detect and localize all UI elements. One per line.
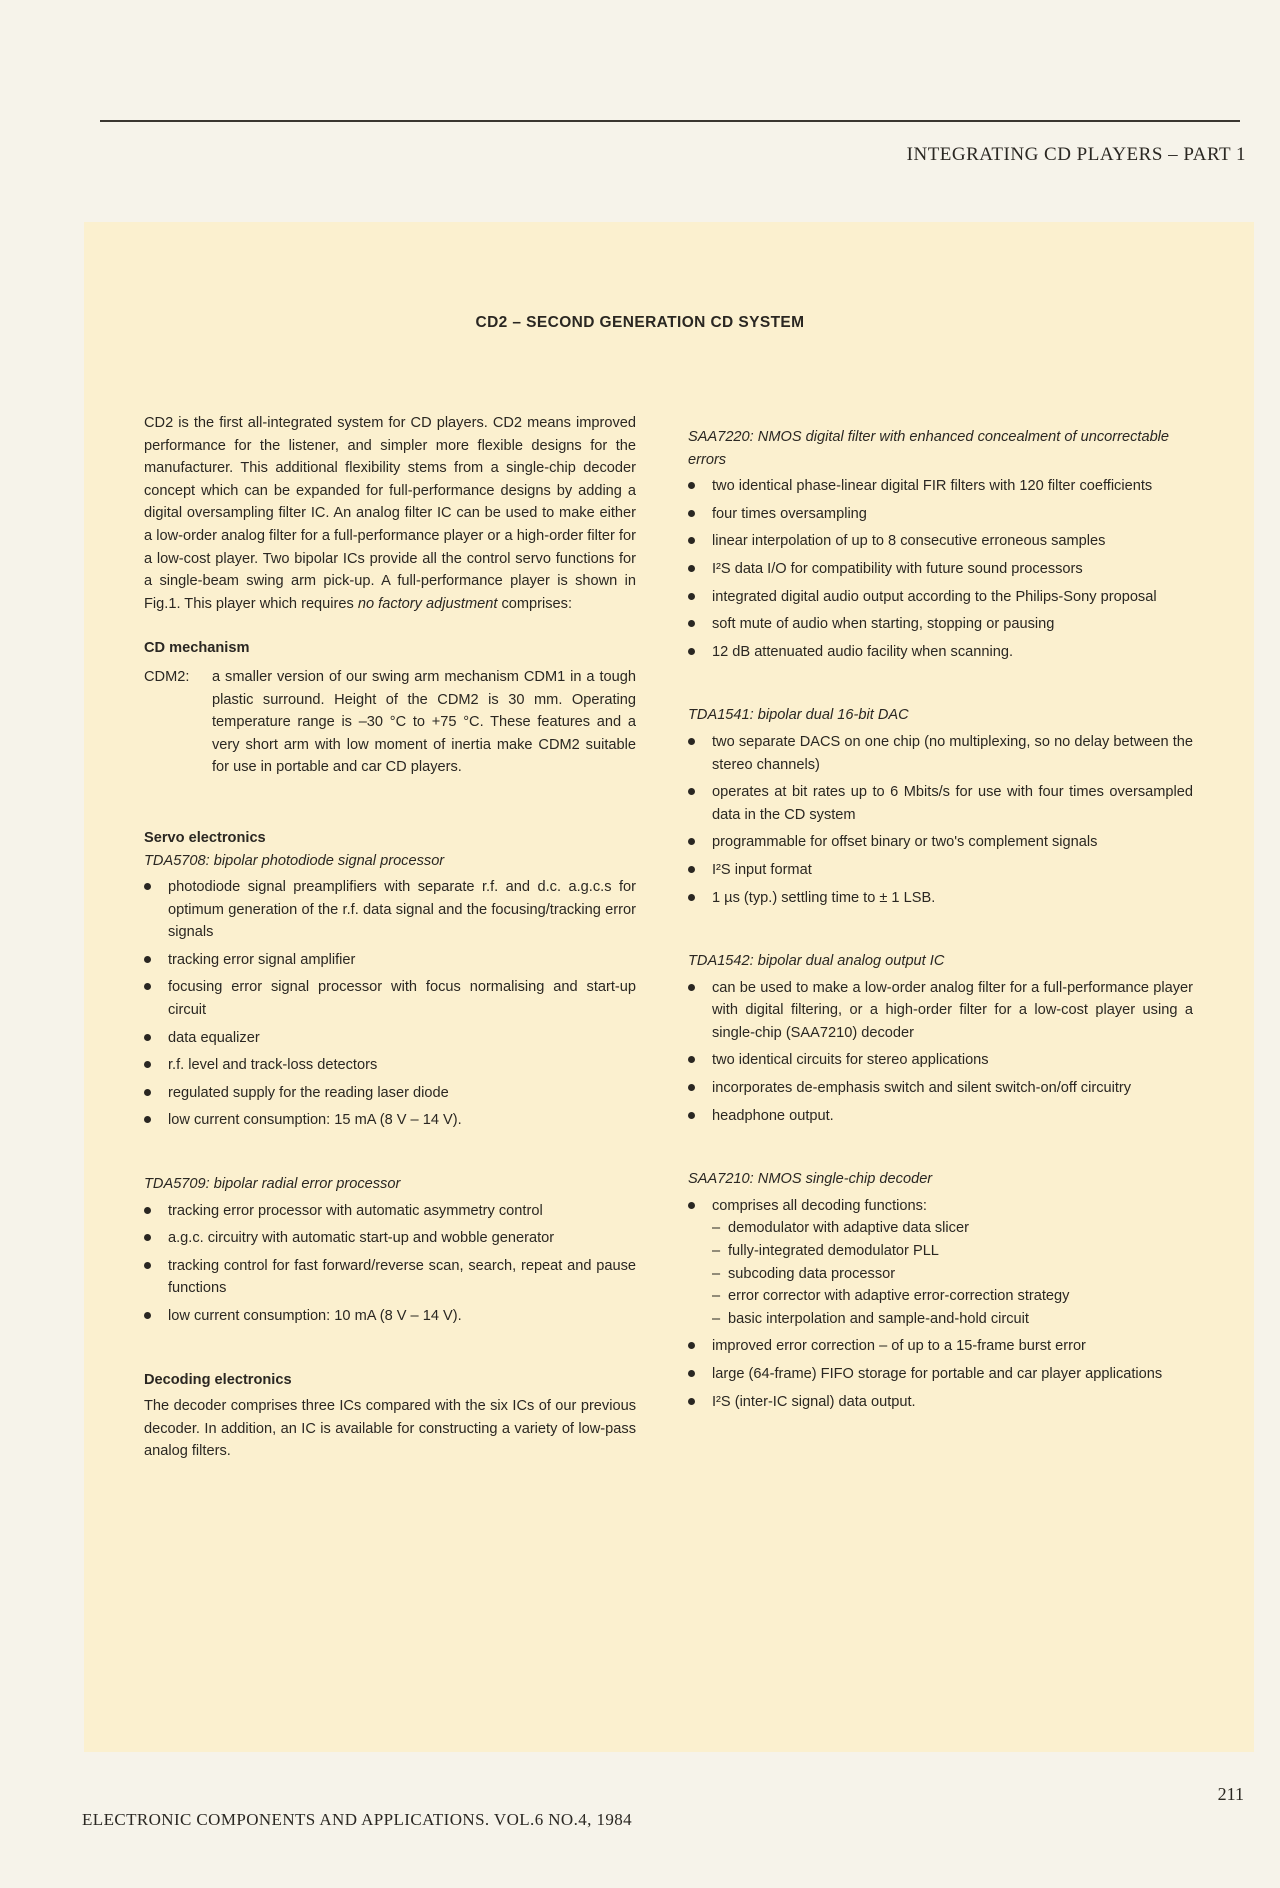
list-item: focusing error signal processor with focus normalising and start-up circuit xyxy=(144,976,636,1021)
list-item: two separate DACS on one chip (no multiplexing, so no delay between the stereo channels) xyxy=(688,731,1193,776)
list-item: I²S (inter-IC signal) data output. xyxy=(688,1391,1193,1414)
saa7210-sublist xyxy=(688,1217,1193,1330)
tda1541-list xyxy=(688,731,1193,909)
list-item: 1 µs (typ.) settling time to ± 1 LSB. xyxy=(688,887,1193,910)
page-number: 211 xyxy=(1217,1784,1244,1804)
cdm2-text: a smaller version of our swing arm mechanism CDM1 in a tough plastic surround. Height of the CDM2 is 30 mm. Operating temperature range is –30 °C to +75 °C. These features and a very short arm with low moment of inertia make CDM2 suitable for use in portable and car CD players. xyxy=(212,668,636,776)
saa7210-lead: comprises all decoding functions: xyxy=(712,1197,927,1214)
saa7210-list xyxy=(688,1195,1193,1218)
tda1542-list xyxy=(688,977,1193,1128)
cdm2-label: CDM2: xyxy=(144,668,190,685)
saa7220-title: SAA7220: NMOS digital filter with enhanced concealment of uncorrectable errors xyxy=(688,429,1170,468)
list-item: soft mute of audio when starting, stopping or pausing xyxy=(688,613,1193,636)
list-item: photodiode signal preamplifiers with separate r.f. and d.c. a.g.c.s for optimum generation of the r.f. data signal and the focusing/tracking error signals xyxy=(144,876,636,944)
list-item: r.f. level and track-loss detectors xyxy=(144,1054,636,1077)
list-item: large (64-frame) FIFO storage for portable and car player applications xyxy=(688,1363,1193,1386)
saa7210-title: SAA7210: NMOS single-chip decoder xyxy=(688,1171,933,1188)
left-column xyxy=(144,412,636,1463)
list-item: operates at bit rates up to 6 Mbits/s for use with four times oversampled data in the CD system xyxy=(688,781,1193,826)
list-item: four times oversampling xyxy=(688,503,1193,526)
sub-list-item: – demodulator with adaptive data slicer xyxy=(688,1217,1193,1240)
list-item: can be used to make a low-order analog filter for a full-performance player with digital filtering, or a high-order filter for a low-cost player using a single-chip (SAA7210) decoder xyxy=(688,977,1193,1045)
list-item: low current consumption: 15 mA (8 V – 14 V). xyxy=(144,1109,636,1132)
list-item: headphone output. xyxy=(688,1105,1193,1128)
sub-list-item: – fully-integrated demodulator PLL xyxy=(688,1240,1193,1263)
tda1541-title: TDA1541: bipolar dual 16-bit DAC xyxy=(688,707,909,724)
servo-heading: Servo electronics xyxy=(144,829,266,846)
decoding-text: The decoder comprises three ICs compared with the six ICs of our previous decoder. In addition, an IC is available for constructing a variety of low-pass analog filters. xyxy=(144,1398,636,1460)
sub-list-item: – error corrector with adaptive error-correction strategy xyxy=(688,1285,1193,1308)
sub-list-item: – subcoding data processor xyxy=(688,1263,1193,1286)
list-item: I²S input format xyxy=(688,859,1193,882)
list-item: data equalizer xyxy=(144,1027,636,1050)
header-rule xyxy=(100,120,1240,122)
decoding-heading: Decoding electronics xyxy=(144,1371,292,1388)
tda1542-title: TDA1542: bipolar dual analog output IC xyxy=(688,953,945,970)
list-item: tracking control for fast forward/reverse scan, search, repeat and pause functions xyxy=(144,1255,636,1300)
list-item: programmable for offset binary or two's complement signals xyxy=(688,831,1193,854)
list-item: linear interpolation of up to 8 consecutive erroneous samples xyxy=(688,530,1193,553)
list-item: integrated digital audio output according to the Philips-Sony proposal xyxy=(688,586,1193,609)
intro-paragraph xyxy=(144,412,636,615)
list-item: improved error correction – of up to a 15-frame burst error xyxy=(688,1335,1193,1358)
sub-list-item: – basic interpolation and sample-and-hold circuit xyxy=(688,1308,1193,1331)
list-item: tracking error signal amplifier xyxy=(144,949,636,972)
tda5708-list xyxy=(144,876,636,1132)
cd-mechanism-heading: CD mechanism xyxy=(144,640,250,657)
saa7220-list xyxy=(688,475,1193,663)
intro-post: comprises: xyxy=(497,595,573,612)
list-item xyxy=(688,1195,1193,1218)
list-item: tracking error processor with automatic asymmetry control xyxy=(144,1200,636,1223)
list-item: I²S data I/O for compatibility with future sound processors xyxy=(688,558,1193,581)
list-item: incorporates de-emphasis switch and silent switch-on/off circuitry xyxy=(688,1077,1193,1100)
list-item: 12 dB attenuated audio facility when scanning. xyxy=(688,641,1193,664)
footer-citation: ELECTRONIC COMPONENTS AND APPLICATIONS. VOL.6 NO.4, 1984 xyxy=(82,1810,633,1829)
running-head: INTEGRATING CD PLAYERS – PART 1 xyxy=(906,144,1246,165)
intro-emphasis: no factory adjustment xyxy=(357,595,498,612)
cdm2-entry xyxy=(144,666,636,779)
list-item: a.g.c. circuitry with automatic start-up and wobble generator xyxy=(144,1227,636,1250)
article-title: CD2 – SECOND GENERATION CD SYSTEM xyxy=(475,314,805,331)
list-item: two identical phase-linear digital FIR filters with 120 filter coefficients xyxy=(688,475,1193,498)
tda5709-list xyxy=(144,1200,636,1328)
list-item: regulated supply for the reading laser diode xyxy=(144,1082,636,1105)
tda5709-title: TDA5709: bipolar radial error processor xyxy=(144,1176,401,1193)
list-item: two identical circuits for stereo applications xyxy=(688,1049,1193,1072)
list-item: low current consumption: 10 mA (8 V – 14 V). xyxy=(144,1305,636,1328)
tda5708-title: TDA5708: bipolar photodiode signal processor xyxy=(144,852,445,869)
intro-pre: CD2 is the first all-integrated system for CD players. CD2 means improved performance for the listener, and simpler more flexible designs for the manufacturer. This additional flexibility stems from a single-chip decoder concept which can be expanded for full-performance designs by adding a digital oversampling filter IC. An analog filter IC can be used to make either a low-order analog filter for a full-performance player or a high-order filter for a low-cost player. Two bipolar ICs provide all the control servo functions for a single-beam swing arm pick-up. A full-performance player is shown in Fig.1. This player which requires xyxy=(144,415,636,612)
right-column xyxy=(688,426,1193,1418)
saa7210-list-2 xyxy=(688,1335,1193,1413)
